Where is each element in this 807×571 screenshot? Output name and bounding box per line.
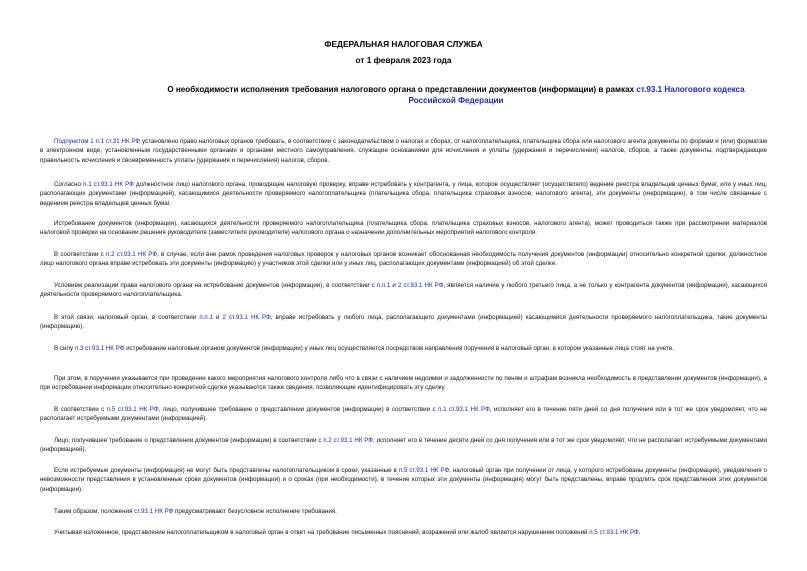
paragraph-12: [40, 507, 767, 516]
paragraph-text: Лицо, получившее требование о представлении документов (информации) в соответствии с: [54, 437, 324, 444]
law-link[interactable]: п.5 ст.93.1 НК РФ: [106, 406, 159, 413]
paragraph-9: [40, 405, 767, 424]
paragraph-text: .: [638, 529, 641, 536]
law-link[interactable]: ст.93.1 НК РФ: [134, 508, 174, 515]
paragraph-3: [40, 219, 767, 238]
law-link[interactable]: п.2 ст.93.1 НК РФ: [106, 251, 158, 258]
paragraph-text: Если истребуемые документы (информация) не могут быть представлены налогоплательщиком в сроки, указанные в: [54, 467, 399, 474]
document-title: [150, 84, 762, 106]
law-link[interactable]: п.3 ст.93.1 НК РФ: [74, 345, 125, 352]
law-link[interactable]: п.1 ст.93.1 НК РФ: [438, 406, 490, 413]
paragraph-5: [40, 281, 767, 300]
paragraph-text: , налоговый орган при получении от лица, у которого истребованы документы (информация), уведомления о невозможности представления в установленные сроки документов (информации) и о сроках (при необходимости), в течение которых эти документы (информация) могут быть представлены, вправе продлить срок представления этих документов (информации).: [40, 467, 767, 493]
title-text: О необходимости исполнения требования налогового органа о представлении документов (информации) в рамках: [167, 85, 637, 94]
paragraph-text: установлено право налоговых органов требовать, в соответствии с законодательством о налогах и сборах, от налогоплательщика, плательщика сбора или налогового агента документы по формам и (или) форматам в электронном виде, установленным государственными органами и органами местного самоуправления, служащие основаниями для исчисления и уплаты (удержания и перечисления) налогов, сборов, а также документы, подтверждающие правильность исчисления и своевременность уплаты (удержания и перечисления) налогов, сборов.: [40, 138, 767, 164]
law-link[interactable]: 2 ст.93.1 НК РФ: [222, 314, 271, 321]
paragraph-text: истребование налоговым органом документов (информации) у иных лиц осуществляется посредством направления поручения в налоговый орган, в котором указанные лица стоят на учете.: [124, 345, 674, 352]
paragraph-text: , исполняет его в течение пяти дней со дня получения или в тот же срок уведомляет, что не располагает истребуемыми документами (информацией).: [40, 406, 767, 423]
law-link[interactable]: п.п.1: [199, 314, 213, 321]
paragraph-text: При этом, в поручении указывается при проведении какого мероприятия налогового контроля либо что в связи с наличием недоимки и задолженности по пеням и штрафам возникла необходимость в представлении документов (информации), а при истребовании информации относительно конкретной сделки указываются также сведения, позволяющие идентифицировать эту сделку.: [40, 375, 767, 392]
paragraph-text: В этой связи, налоговый орган, в соответствии: [54, 314, 200, 321]
paragraph-text: , исполняет его в течение десяти дней со дня получения или в тот же срок уведомляет, что не располагает истребуемыми документами (информацией).: [40, 437, 767, 454]
law-link[interactable]: 2 ст.93.1 НК РФ: [397, 282, 444, 289]
law-link[interactable]: Подпунктом 1 п.1 ст.31 НК РФ: [54, 138, 141, 145]
paragraph-text: и: [212, 314, 223, 321]
paragraph-text: Условием реализации права налогового органа на истребование документов (информации), в соответствии с: [54, 282, 377, 289]
paragraph-11: [40, 466, 767, 494]
paragraph-1: [40, 137, 767, 165]
paragraph-text: В соответствии с: [54, 251, 106, 258]
paragraph-text: В соответствии с: [54, 406, 107, 413]
paragraph-text: должностное лицо налогового органа, проводящее налоговую проверку, вправе истребовать у контрагента, у лица, которое осуществляет (осуществляло) ведение реестра владельцев ценных бумаг, или у иных лиц, располагающих документами (информацией), касающимися деятельности проверяемого налогоплательщика (плательщика сбора, плательщика страховых взносов, налогового агента), эти документы (информацию), в том числе связанные с ведением реестра владельцев ценных бумаг.: [40, 181, 767, 207]
paragraph-text: предусматривают безусловное исполнение требования.: [173, 508, 337, 515]
paragraph-text: В силу: [54, 345, 75, 352]
paragraph-text: Истребование документов (информации), касающихся деятельности проверяемого налогоплательщика (плательщика сбора, плательщика страховых взносов, налогового агента), может проводиться также при рассмотрении материалов налоговой проверки на основании решения руководителя (заместителя руководителя) налогового органа о назначении дополнительных мероприятий налогового контроля.: [40, 220, 767, 237]
law-link[interactable]: п.п.1: [376, 282, 391, 289]
title-law-link[interactable]: ст.93.1 Налогового кодекса Российской Федерации: [408, 85, 745, 105]
paragraph-10: [40, 436, 767, 455]
law-link[interactable]: п.1 ст.93.1 НК РФ: [83, 181, 134, 188]
paragraph-13: [40, 528, 767, 537]
paragraph-8: [40, 374, 767, 393]
paragraph-text: Согласно: [54, 181, 84, 188]
document-date: от 1 февраля 2023 года: [355, 55, 452, 65]
paragraph-text: , вправе истребовать у любого лица, располагающего документами (информацией) касающимися деятельности проверяемого налогоплательщика, такие документы (информацию).: [40, 314, 767, 331]
paragraph-6: [40, 313, 767, 332]
law-link[interactable]: п.2 ст.93.1 НК РФ: [323, 437, 374, 444]
paragraph-7: [40, 344, 767, 353]
paragraph-text: , лицо, получившее требование о представлении документов (информации) в соответствии с: [158, 406, 439, 413]
paragraph-text: , в случае, если вне рамок проведения налоговых проверок у налоговых органов возникает обоснованная необходимость получения документов (информации) относительно конкретной сделки, должностное лицо налогового органа вправе истребовать эти документы (информацию) у участников этой сделки или у иных лиц, располагающих документами (информацией) об этой сделке.: [40, 251, 767, 268]
paragraph-text: Таким образом, положения: [54, 508, 135, 515]
organization-heading: ФЕДЕРАЛЬНАЯ НАЛОГОВАЯ СЛУЖБА: [324, 39, 483, 49]
law-link[interactable]: п.5 ст.93.1 НК РФ: [398, 467, 450, 474]
paragraph-text: Учитывая изложенное, представление налогоплательщиком в налоговый орган в ответ на требование письменных пояснений, возражений или жалоб является нарушением положений: [54, 529, 590, 536]
paragraph-text: , является наличие у любого третьего лица, а не только у контрагента документов (информации), касающихся деятельности проверяемого налогоплательщика.: [40, 282, 767, 299]
law-link[interactable]: п.5 ст.93.1 НК РФ: [589, 529, 639, 536]
paragraph-text: и: [390, 282, 398, 289]
paragraph-2: [40, 180, 767, 208]
paragraph-4: [40, 250, 767, 269]
